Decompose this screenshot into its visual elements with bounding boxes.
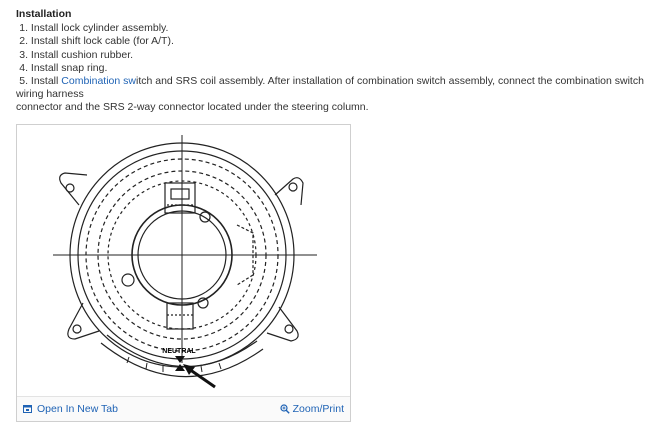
neutral-label: NEUTRAL: [162, 348, 196, 355]
figure-footer: [17, 396, 350, 421]
section-heading: Installation: [16, 8, 72, 20]
open-in-new-tab-label: Open In New Tab: [37, 403, 118, 415]
installation-instructions: [16, 8, 646, 115]
zoom-print-label: Zoom/Print: [292, 403, 344, 415]
magnifier-icon: [280, 404, 290, 414]
figure-container: [16, 124, 351, 422]
step-5-continuation: connector and the SRS 2-way connector located under the steering column.: [16, 101, 369, 114]
step-2: 2. Install shift lock cable (for A/T).: [19, 35, 174, 48]
step-3: 3. Install cushion rubber.: [19, 48, 134, 61]
steps-list: [16, 22, 646, 114]
zoom-print-button[interactable]: [280, 403, 344, 415]
open-in-new-tab-icon: [23, 404, 33, 414]
step-4: 4. Install snap ring.: [19, 61, 108, 74]
open-in-new-tab-button[interactable]: [23, 403, 118, 415]
step-5: 5. Install Combination switch and SRS coil assembly. After installation of combination switch assembly, connect the combination switch wiring harness: [16, 75, 644, 101]
combination-switch-diagram[interactable]: [17, 125, 350, 397]
combination-switch-link[interactable]: Combination sw: [61, 75, 136, 88]
step-1: 1. Install lock cylinder assembly.: [19, 22, 169, 35]
